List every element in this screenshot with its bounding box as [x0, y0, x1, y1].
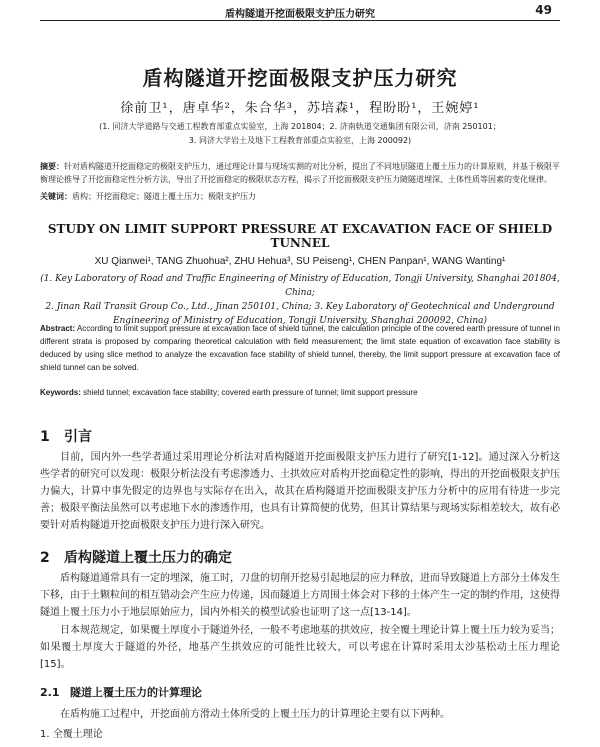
list-item: 1. 全覆土理论: [40, 729, 103, 740]
abstract-en-label: Abstract:: [40, 324, 76, 333]
body-paragraph: 日本规范规定，如果覆土厚度小于隧道外径，一般不考虑地基的拱效应，按全覆土理论计算上覆土压力较为妥当；如果覆土厚度大于隧道的外径，地基产生拱效应的可能性比较大，可以考虑在计算时采用太沙基松动土压力理论[15]。: [40, 625, 560, 670]
subsection-heading: [40, 684, 560, 700]
section-number: 2: [40, 550, 50, 566]
authors-cn: 徐前卫¹，唐卓华²，朱合华³，苏培森¹，程盼盼¹，王婉婷¹: [120, 101, 480, 116]
abstract-cn: [40, 160, 560, 186]
keywords-cn: [40, 191, 560, 202]
abstract-en-text: According to limit support pressure at excavation face of shield tunnel, the calculation principle of the covered earth pressure of tunnel in different strata is proposed by comparing theoretical calculation with field measurement; the limit state equation of excavation face stability is deduced by using slice method to analyze the excavation face stability of shield tunnel, thereby, the limit support pressure at excavation face of shield tunnel can be solved.: [40, 324, 560, 372]
affiliation-en-line: 2. Jinan Rail Transit Group Co., Ltd., Jinan 250101, China; 3. Key Laboratory of Geotechnical and Underground: [45, 302, 555, 312]
section-heading: [40, 547, 560, 567]
section-heading: [40, 426, 560, 446]
keywords-cn-label: 关键词：: [40, 192, 72, 201]
affiliations-en: [40, 272, 560, 328]
subsection-title: 隧道上覆土压力的计算理论: [70, 686, 202, 699]
keywords-en-label: Keywords:: [40, 388, 81, 397]
affiliation-en-line: (1. Key Laboratory of Road and Traffic Engineering of Ministry of Education, Tongji University, Shanghai 201804, China;: [40, 274, 560, 298]
running-header: [0, 0, 600, 24]
affiliation-cn-line: 3. 同济大学岩土及地下工程教育部重点实验室，上海 200092): [188, 136, 412, 145]
header-rule: [40, 20, 560, 21]
subsection-number: 2.1: [40, 686, 60, 699]
paper-title-cn: 盾构隧道开挖面极限支护压力研究: [142, 66, 458, 90]
authors-en: XU Qianwei¹, TANG Zhuohua², ZHU Hehua³, SU Peiseng¹, CHEN Panpan¹, WANG Wanting¹: [94, 256, 506, 267]
abstract-en: [40, 322, 560, 374]
body-paragraph: 在盾构施工过程中，开挖面前方滑动土体所受的上覆土压力的计算理论主要有以下两种。: [60, 709, 450, 720]
keywords-en-text: shield tunnel; excavation face stability; covered earth pressure of tunnel; limit support pressure: [80, 388, 418, 397]
body-paragraph: 盾构隧道通常具有一定的埋深，施工时，刀盘的切削开挖易引起地层的应力释放，进而导致隧道上方部分土体发生下移，由于土颗粒间的相互错动会产生应力传递，因而隧道上方周围土体会对下移的土体产生一定的制约作用，这使得隧道上覆土压力小于地层原始应力，国内外相关的模型试验也证明了这一点[13-14]。: [40, 573, 560, 618]
abstract-cn-text: 针对盾构隧道开挖面稳定的极限支护压力，通过理论计算与现场实测的对比分析，提出了不同地层隧道上覆土压力的计算原则，并基于极限平衡理论推导了开挖面稳定性分析方法，导出了开挖面稳定的极限状态方程，揭示了开挖面极限支护压力随隧道埋深、土体性质等因素的变化规律。: [40, 162, 560, 184]
paper-title-en: STUDY ON LIMIT SUPPORT PRESSURE AT EXCAVATION FACE OF SHIELD TUNNEL: [47, 222, 553, 250]
section-number: 1: [40, 429, 50, 445]
body-paragraph: 目前，国内外一些学者通过采用理论分析法对盾构隧道开挖面极限支护压力进行了研究[1-12]。通过深入分析这些学者的研究可以发现：极限分析法没有考虑渗透力、土拱效应对盾构开挖面稳定性的影响，得出的开挖面极限支护压力偏大，计算中事先假定的边界也与实际存在出入，故其在盾构隧道开挖面极限支护压力分析中的应用有待进一步完善；极限平衡法虽然可以考虑地下水的渗透作用，也具有计算简便的优势，但其计算结果与现场实际相差较大，故有必要针对盾构隧道开挖面极限支护压力进行深入研究。: [40, 452, 560, 531]
section-title: 盾构隧道上覆土压力的确定: [64, 550, 232, 566]
affiliation-en-line: Engineering of Ministry of Education, Tongji University, Shanghai 200092, China): [112, 316, 488, 326]
keywords-cn-text: 盾构；开挖面稳定；隧道上覆土压力；极限支护压力: [72, 192, 256, 201]
running-header-title: 盾构隧道开挖面极限支护压力研究: [225, 9, 375, 20]
keywords-en: [40, 388, 560, 397]
page-number: 49: [535, 3, 552, 17]
abstract-cn-label: 摘要：: [40, 162, 64, 171]
affiliation-cn-line: (1. 同济大学道路与交通工程教育部重点实验室，上海 201804；2. 济南轨道交通集团有限公司，济南 250101；: [99, 122, 501, 131]
section-title: 引言: [64, 429, 92, 445]
affiliations-cn: [40, 120, 560, 148]
